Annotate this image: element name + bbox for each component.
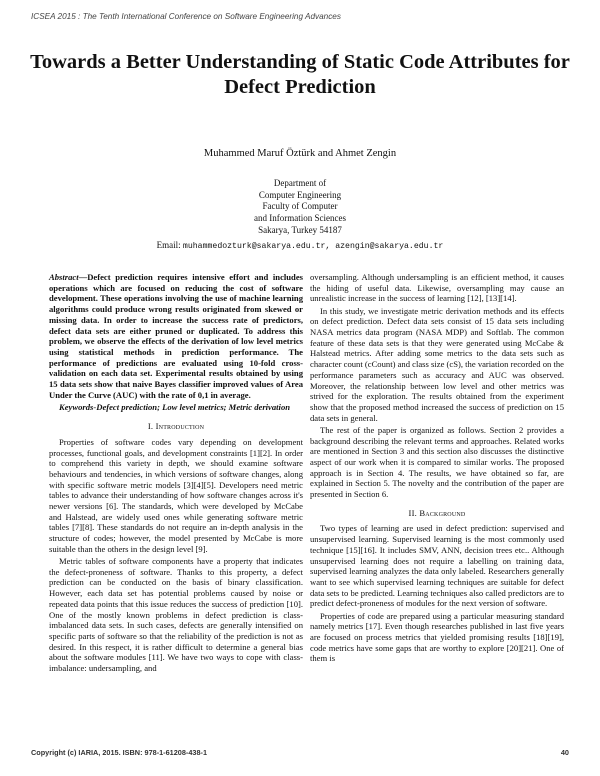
section-number: I.: [147, 421, 154, 432]
authors: Muhammed Maruf Öztürk and Ahmet Zengin: [203, 148, 397, 159]
email-addresses: muhammedozturk@sakarya.edu.tr, azengin@sakarya.edu.tr: [182, 242, 444, 251]
running-head: ICSEA 2015 : The Tenth International Conference on Software Engineering Advances: [31, 12, 341, 21]
right-column: [310, 272, 564, 666]
abstract-label: Abstract: [49, 272, 79, 282]
paragraph: The rest of the paper is organized as follows. Section 2 provides a background describing the relevant terms and approaches. Related works are mentioned in Section 3 and this section also discusses the distinctive aspect of our work when it is compared to similar works. The proposed approach is in Section 4. The results, we have obtained so far, are explained in Section 5. The novelty and the contribution of the paper are presented in Section 6.: [310, 424, 564, 500]
left-column: [49, 272, 303, 675]
copyright-footer: Copyright (c) IARIA, 2015. ISBN: 978-1-61208-438-1: [31, 748, 207, 757]
affiliation-line: Computer Engineering: [258, 189, 342, 200]
email-line: [0, 240, 600, 251]
paper-title: Towards a Better Understanding of Static Code Attributes for Defect Prediction: [30, 51, 570, 98]
abstract: [49, 272, 303, 400]
section-heading-background: [310, 508, 564, 519]
keywords: Keywords-Defect prediction; Low level metrics; Metric derivation: [59, 402, 291, 413]
affiliation: [0, 178, 600, 237]
paragraph: oversampling. Although undersampling is an efficient method, it causes the hiding of useful data. Likewise, oversampling may cause an unrealistic increase in the success of learning [12], [13][14].: [310, 272, 564, 304]
abstract-text: —Defect prediction requires intensive effort and includes operations which are focused on reducing the cost of software development. These operations involving the use of machine learning algorithms could produce wrong results originated from skewed or missing data. In order to increase the success rate of predictors, defect data sets are either pruned or duplicated. To address this problem, we observe the effects of the derivation of low level metrics using statistical methods in prediction performance. The performance of predictions are evaluated using 10-fold cross-validation on each data set. Experimental results obtained by using 15 data sets show that naive Bayes classifier improved values of Area Under the Curve (AUC) with the rate of 0,1 in average.: [49, 272, 303, 400]
affiliation-line: Department of: [273, 178, 327, 188]
paragraph: Properties of software codes vary depending on development processes, functional goals, and development constraints [1][2]. In order to comprehend this variety in depth, we should examine software behaviours and tendencies, in which versions of software changes, along with specific software metric models [3][4][5]. Developers need metric tables to advance their understanding of how software changes across it's newer versions [6]. The standards, which were developed by McCabe and Halstead, are widely used ones while generating software metric tables [7][8]. These standards do not require an in-depth analysis in the structure of codes; however, the model presented by McCabe is more suitable than the others in the design level [9].: [49, 436, 303, 554]
affiliation-line: Sakarya, Turkey 54187: [258, 224, 342, 235]
section-title: Introduction: [155, 421, 205, 432]
paragraph: Two types of learning are used in defect prediction: supervised and unsupervised learning. Supervised learning is the most commonly used technique [15][16]. It includes SMV, ANN, decision trees etc.. Although unsupervised learning does not require a labelling on training data, supervised learning analyzes the data only labeled. Researchers generally want to see which supervised learning techniques are suitable for defect data sets to be predicted. Learning techniques also called predictors are to predict defect-proneness of modules for the next version of software.: [310, 523, 564, 609]
section-number: II.: [408, 507, 418, 518]
section-title: Background: [419, 507, 466, 518]
page-number: 40: [560, 748, 569, 757]
paragraph: In this study, we investigate metric derivation methods and its effects on defect prediction. Defect data sets consist of 15 data sets including NASA metrics data program (NASA MDP) and Softlab. The common feature of these data sets is that they were generated using McCabe & Halstead metrics. After adding some metrics to the data sets such as character count (cCount) and class size (cS), the variation recorded on the performance parameters such as accuracy and AUC was observed. Moreover, the relationship between low level and other metrics was strived for the exploration. The results obtained from the experiment show that the proposed method increased the success of prediction on 15 data sets in general.: [310, 305, 564, 423]
affiliation-line: Faculty of Computer: [262, 201, 338, 212]
paragraph: Properties of code are prepared using a particular measuring standard namely metrics [17]. Even though researches published in last five years are focused on process metrics that yielded promising results [18][19], code metrics have some gaps that are worthy to explore [20][21]. One of them is: [310, 610, 564, 664]
paragraph: Metric tables of software components have a property that indicates the defect-proneness of software. Thanks to this property, a defect prediction can be conducted on the basis of binary classification. However, each data set has potential problems caused by noise or repeated data points that this issue reduces the success of prediction [10]. One of the mostly known problems in defect prediction is class-imbalanced data sets. In such cases, defects are generally intensified on specific parts of software so that the reliability of the prediction is not as desired. In this respect, it is rather difficult to determine a general bias about the software modules [11]. We have two ways to cope with class-imbalance: undersampling, and: [49, 556, 303, 674]
affiliation-line: and Information Sciences: [254, 213, 346, 224]
email-label: Email:: [156, 240, 181, 250]
section-heading-introduction: [49, 421, 303, 432]
